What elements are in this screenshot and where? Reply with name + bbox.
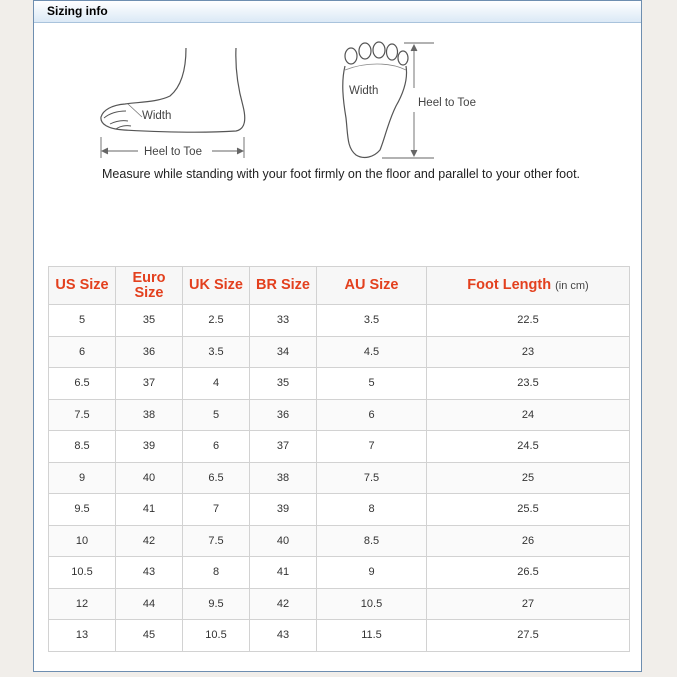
- uk-size-cell: 8: [183, 557, 250, 589]
- au-size-header: AU Size: [317, 267, 427, 305]
- au-size-cell: 11.5: [317, 620, 427, 652]
- us-size-cell: 13: [49, 620, 116, 652]
- br-size-cell: 39: [250, 494, 317, 526]
- foot-length-unit: (in cm): [555, 279, 589, 292]
- table-row: [49, 494, 630, 526]
- euro-size-cell: 35: [116, 305, 183, 337]
- euro-size-cell: 36: [116, 336, 183, 368]
- au-size-cell: 6: [317, 399, 427, 431]
- au-size-cell: 3.5: [317, 305, 427, 337]
- br-size-cell: 33: [250, 305, 317, 337]
- size-chart-header-row: [49, 267, 630, 305]
- foot-length-cell: 27.5: [427, 620, 630, 652]
- euro-size-cell: 45: [116, 620, 183, 652]
- au-size-cell: 5: [317, 368, 427, 400]
- foot-length-header: [427, 267, 630, 305]
- us-size-header: US Size: [49, 267, 116, 305]
- uk-size-cell: 7: [183, 494, 250, 526]
- uk-size-cell: 5: [183, 399, 250, 431]
- euro-size-cell: 44: [116, 588, 183, 620]
- euro-size-cell: 43: [116, 557, 183, 589]
- us-size-cell: 6: [49, 336, 116, 368]
- size-chart-table: [48, 266, 630, 652]
- us-size-cell: 12: [49, 588, 116, 620]
- uk-size-header: UK Size: [183, 267, 250, 305]
- foot-length-cell: 26: [427, 525, 630, 557]
- top-view-foot-icon: [343, 42, 408, 157]
- measure-instruction: Measure while standing with your foot firmly on the floor and parallel to your other foot.: [102, 167, 581, 181]
- euro-size-header: Euro Size: [116, 267, 183, 305]
- euro-size-cell: 37: [116, 368, 183, 400]
- us-size-cell: 9: [49, 462, 116, 494]
- us-size-cell: 10.5: [49, 557, 116, 589]
- foot-length-cell: 23.5: [427, 368, 630, 400]
- uk-size-cell: 7.5: [183, 525, 250, 557]
- au-size-cell: 10.5: [317, 588, 427, 620]
- br-size-cell: 36: [250, 399, 317, 431]
- euro-size-cell: 42: [116, 525, 183, 557]
- table-row: [49, 399, 630, 431]
- foot-length-cell: 27: [427, 588, 630, 620]
- br-size-cell: 41: [250, 557, 317, 589]
- us-size-cell: 8.5: [49, 431, 116, 463]
- foot-length-cell: 24: [427, 399, 630, 431]
- au-size-cell: 8: [317, 494, 427, 526]
- uk-size-cell: 9.5: [183, 588, 250, 620]
- table-row: [49, 588, 630, 620]
- br-size-cell: 42: [250, 588, 317, 620]
- uk-size-cell: 2.5: [183, 305, 250, 337]
- uk-size-cell: 3.5: [183, 336, 250, 368]
- uk-size-cell: 10.5: [183, 620, 250, 652]
- uk-size-cell: 4: [183, 368, 250, 400]
- uk-size-cell: 6: [183, 431, 250, 463]
- us-size-cell: 6.5: [49, 368, 116, 400]
- side-heel-to-toe-label: Heel to Toe: [144, 146, 202, 158]
- us-size-cell: 9.5: [49, 494, 116, 526]
- us-size-cell: 10: [49, 525, 116, 557]
- table-row: [49, 305, 630, 337]
- foot-length-label: Foot Length: [467, 276, 552, 293]
- table-row: [49, 557, 630, 589]
- euro-size-cell: 41: [116, 494, 183, 526]
- foot-length-cell: 23: [427, 336, 630, 368]
- table-row: [49, 525, 630, 557]
- foot-length-cell: 25.5: [427, 494, 630, 526]
- table-row: [49, 462, 630, 494]
- br-size-cell: 37: [250, 431, 317, 463]
- table-row: [49, 336, 630, 368]
- us-size-cell: 7.5: [49, 399, 116, 431]
- au-size-cell: 7.5: [317, 462, 427, 494]
- table-row: [49, 431, 630, 463]
- top-heel-to-toe-label: Heel to Toe: [418, 97, 476, 109]
- euro-size-cell: 40: [116, 462, 183, 494]
- au-size-cell: 9: [317, 557, 427, 589]
- foot-length-cell: 25: [427, 462, 630, 494]
- foot-length-cell: 26.5: [427, 557, 630, 589]
- foot-length-cell: 24.5: [427, 431, 630, 463]
- foot-length-cell: 22.5: [427, 305, 630, 337]
- br-size-cell: 43: [250, 620, 317, 652]
- top-width-label: Width: [349, 85, 379, 97]
- euro-size-cell: 38: [116, 399, 183, 431]
- euro-size-cell: 39: [116, 431, 183, 463]
- table-row: [49, 620, 630, 652]
- uk-size-cell: 6.5: [183, 462, 250, 494]
- table-row: [49, 368, 630, 400]
- au-size-cell: 8.5: [317, 525, 427, 557]
- br-size-cell: 35: [250, 368, 317, 400]
- br-size-cell: 34: [250, 336, 317, 368]
- br-size-cell: 38: [250, 462, 317, 494]
- side-view-foot-icon: [101, 48, 245, 132]
- panel-title: Sizing info: [47, 4, 108, 18]
- us-size-cell: 5: [49, 305, 116, 337]
- au-size-cell: 4.5: [317, 336, 427, 368]
- br-size-header: BR Size: [250, 267, 317, 305]
- side-width-label: Width: [142, 110, 172, 122]
- au-size-cell: 7: [317, 431, 427, 463]
- br-size-cell: 40: [250, 525, 317, 557]
